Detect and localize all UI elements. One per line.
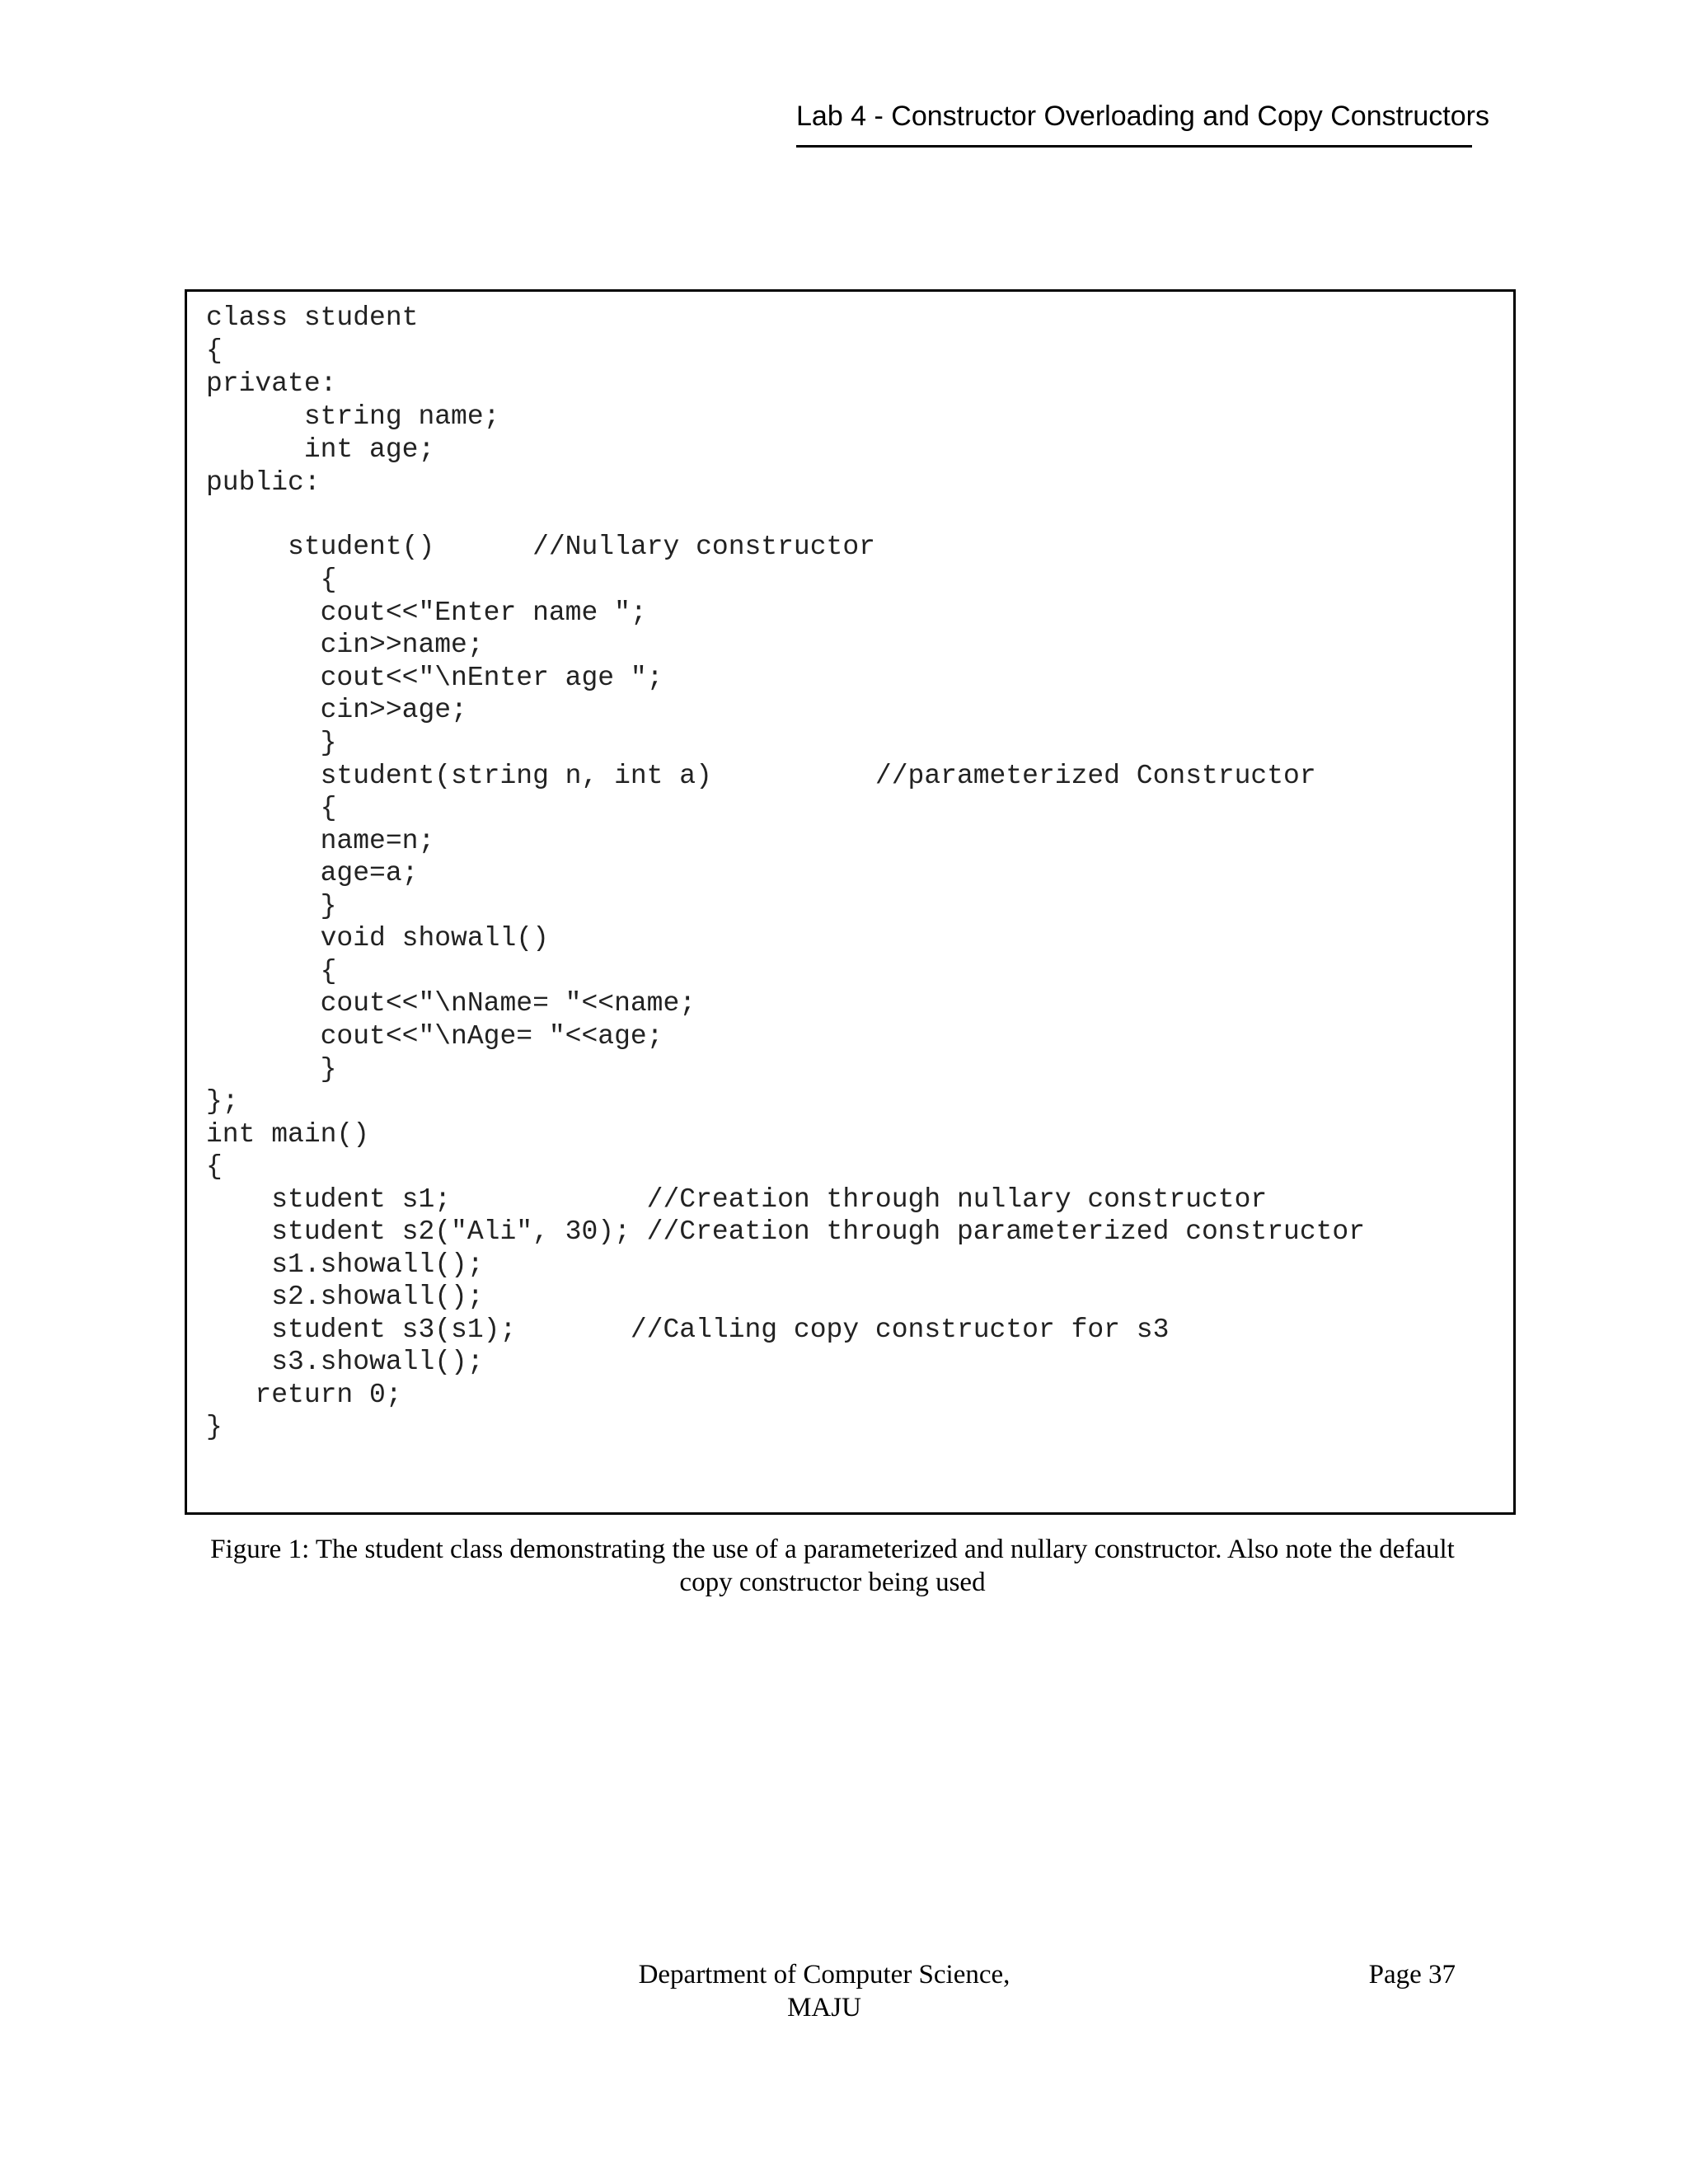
code-line: student s2("Ali", 30); //Creation through parameterized constructor [206, 1216, 1366, 1247]
code-line: cout<<"Enter name "; [206, 598, 647, 628]
code-line: class student [206, 302, 419, 333]
code-line: student(string n, int a) //parameterized Constructor [206, 761, 1316, 791]
code-line: s2.showall(); [206, 1282, 484, 1312]
code-line: cout<<"\nName= "<<name; [206, 988, 696, 1019]
code-line: int main() [206, 1119, 370, 1150]
code-line: } [206, 728, 337, 758]
code-line: cout<<"\nEnter age "; [206, 663, 663, 693]
page-number: Page 37 [1368, 1960, 1456, 1990]
code-line: student() //Nullary constructor [206, 532, 875, 562]
footer-department [577, 1958, 1071, 2024]
code-line: student s1; //Creation through nullary constructor [206, 1184, 1268, 1215]
figure-caption-line2: copy constructor being used [679, 1568, 986, 1597]
code-line: cout<<"\nAge= "<<age; [206, 1021, 663, 1052]
code-line: { [206, 793, 337, 823]
code-line: { [206, 335, 223, 366]
code-line: }; [206, 1086, 239, 1117]
code-line: } [206, 1054, 337, 1085]
code-line: name=n; [206, 826, 435, 856]
code-line: { [206, 1151, 223, 1182]
figure-caption [165, 1533, 1500, 1599]
code-line: { [206, 956, 337, 987]
code-line: string name; [206, 401, 500, 432]
code-line: return 0; [206, 1380, 402, 1410]
code-line: private: [206, 368, 337, 399]
code-line: s1.showall(); [206, 1249, 484, 1280]
code-listing [185, 289, 1516, 1515]
code-line: int age; [206, 434, 435, 465]
code-line: } [206, 891, 337, 921]
code-line: cin>>name; [206, 630, 484, 660]
code-line: student s3(s1); //Calling copy constructor for s3 [206, 1315, 1170, 1345]
footer-department-line2: MAJU [787, 1993, 861, 2022]
page-header [796, 97, 1489, 148]
code-line: age=a; [206, 858, 419, 888]
code-line: public: [206, 467, 321, 498]
code-line: } [206, 1412, 223, 1442]
code-line: cin>>age; [206, 695, 467, 725]
code-line: s3.showall(); [206, 1347, 484, 1377]
code-line: void showall() [206, 923, 549, 954]
code-line: { [206, 565, 337, 595]
footer-department-line1: Department of Computer Science, [638, 1960, 1010, 1990]
figure-caption-line1: Figure 1: The student class demonstrating the use of a parameterized and nullary constructor. Also note the default [210, 1535, 1455, 1564]
page-header-title: Lab 4 - Constructor Overloading and Copy Constructors [796, 101, 1489, 132]
